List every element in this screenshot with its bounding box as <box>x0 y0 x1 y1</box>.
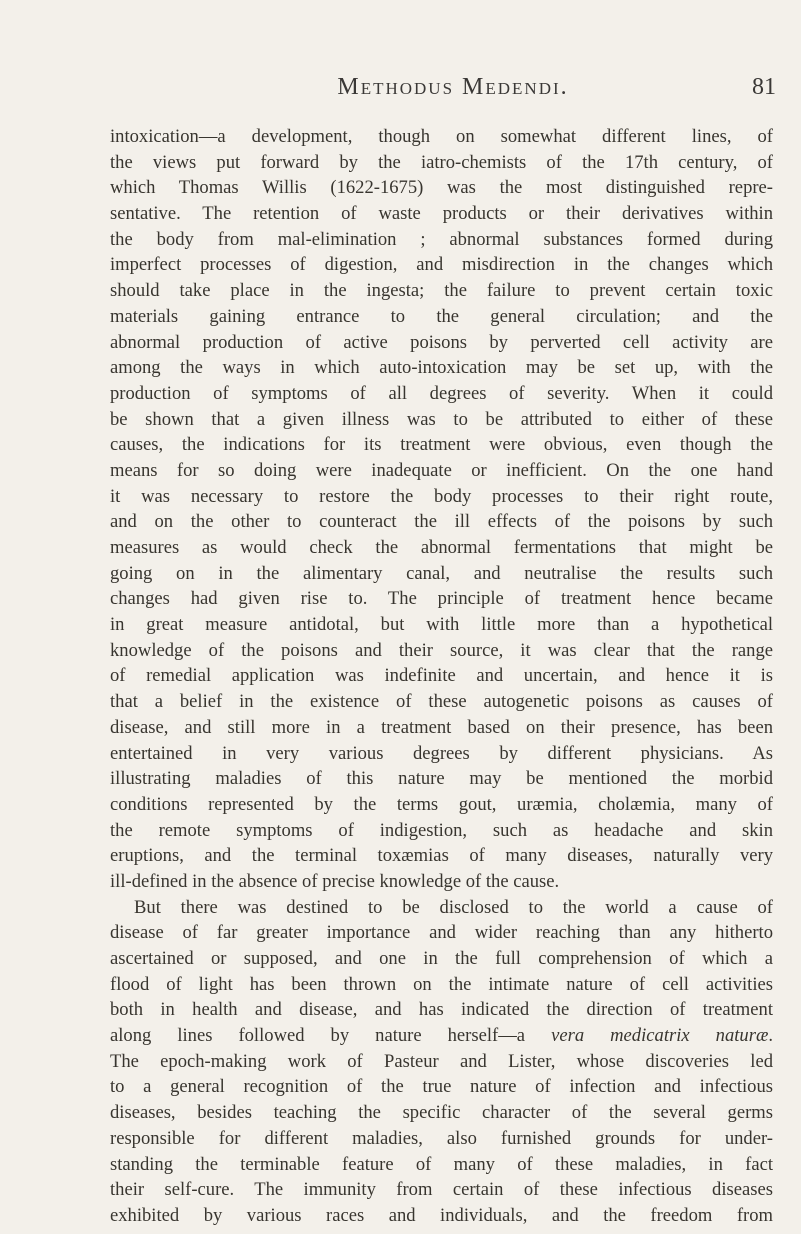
text-line: ill-defined in the absence of precise knowledge of the cause. <box>110 870 560 892</box>
text-line: in great measure antidotal, but with little more than a hypothetical <box>110 614 773 636</box>
text-line: going on in the alimentary canal, and neutralise the results such <box>110 562 773 584</box>
text-line: changes had given rise to. The principle of treatment hence became <box>110 588 773 610</box>
text-line: the body from mal-elimination ; abnormal substances formed during <box>110 228 773 250</box>
text-line: disease, and still more in a treatment based on their presence, has been <box>110 716 773 738</box>
text-line: it was necessary to restore the body processes to their right route, <box>110 485 773 507</box>
text-line: be shown that a given illness was to be attributed to either of these <box>110 408 773 430</box>
running-title: Methodus Medendi. <box>337 74 569 100</box>
text-line: conditions represented by the terms gout, uræmia, cholæmia, many of <box>110 793 773 815</box>
text-line: flood of light has been thrown on the intimate nature of cell activities <box>110 973 773 995</box>
text-line: along lines followed by nature herself—a vera medicatrix naturæ. <box>110 1025 773 1047</box>
text-line: responsible for different maladies, also furnished grounds for under- <box>110 1127 773 1149</box>
text-line: ascertained or supposed, and one in the full comprehension of which a <box>110 948 773 969</box>
text-line: to a general recognition of the true nature of infection and infectious <box>110 1076 773 1098</box>
running-head <box>130 74 776 108</box>
text-line: knowledge of the poisons and their source, it was clear that the range <box>110 639 773 661</box>
text-line: both in health and disease, and has indicated the direction of treatment <box>110 999 773 1021</box>
text-line: measures as would check the abnormal fermentations that might be <box>110 537 773 558</box>
text-line: entertained in very various degrees by different physicians. As <box>110 742 773 764</box>
paragraph-1 <box>110 124 773 895</box>
text-line: which Thomas Willis (1622-1675) was the most distinguished repre- <box>110 177 773 199</box>
text-line: production of symptoms of all degrees of severity. When it could <box>110 382 773 404</box>
text-line: and on the other to counteract the ill effects of the poisons by such <box>110 511 773 533</box>
text-line: standing the terminable feature of many of these maladies, in fact <box>110 1153 773 1175</box>
text-line: of remedial application was indefinite and uncertain, and hence it is <box>110 665 773 687</box>
text-line: imperfect processes of digestion, and misdirection in the changes which <box>110 254 773 276</box>
text-line: illustrating maladies of this nature may be mentioned the morbid <box>110 768 773 790</box>
text-line: diseases, besides teaching the specific character of the several germs <box>110 1102 773 1124</box>
text-line: among the ways in which auto-intoxication may be set up, with the <box>110 357 773 379</box>
page-number: 81 <box>752 74 776 100</box>
text-line: the remote symptoms of indigestion, such as headache and skin <box>110 819 773 841</box>
text-line: materials gaining entrance to the general circulation; and the <box>110 305 773 327</box>
paragraph-2 <box>110 895 773 1229</box>
text-line: means for so doing were inadequate or inefficient. On the one hand <box>110 459 773 481</box>
text-line: sentative. The retention of waste products or their derivatives within <box>110 203 773 225</box>
text-line: The epoch-making work of Pasteur and Lister, whose discoveries led <box>110 1050 773 1072</box>
text-line: abnormal production of active poisons by perverted cell activity are <box>110 331 773 353</box>
body-text <box>110 124 773 1229</box>
text-line: that a belief in the existence of these autogenetic poisons as causes of <box>110 691 773 713</box>
text-line: causes, the indications for its treatment were obvious, even though the <box>110 434 773 456</box>
text-line: But there was destined to be disclosed to the world a cause of <box>134 896 773 918</box>
text-line: their self-cure. The immunity from certain of these infectious diseases <box>110 1179 773 1201</box>
text-line: eruptions, and the terminal toxæmias of many diseases, naturally very <box>110 845 773 867</box>
latin-phrase: vera medicatrix naturæ <box>551 1025 769 1047</box>
text-line: exhibited by various races and individuals, and the freedom from <box>110 1204 773 1226</box>
text-line: the views put forward by the iatro-chemists of the 17th century, of <box>110 151 773 173</box>
text-line: intoxication—a development, though on somewhat different lines, of <box>110 126 773 147</box>
text-line: should take place in the ingesta; the failure to prevent certain toxic <box>110 280 773 302</box>
text-line: disease of far greater importance and wider reaching than any hitherto <box>110 922 773 944</box>
